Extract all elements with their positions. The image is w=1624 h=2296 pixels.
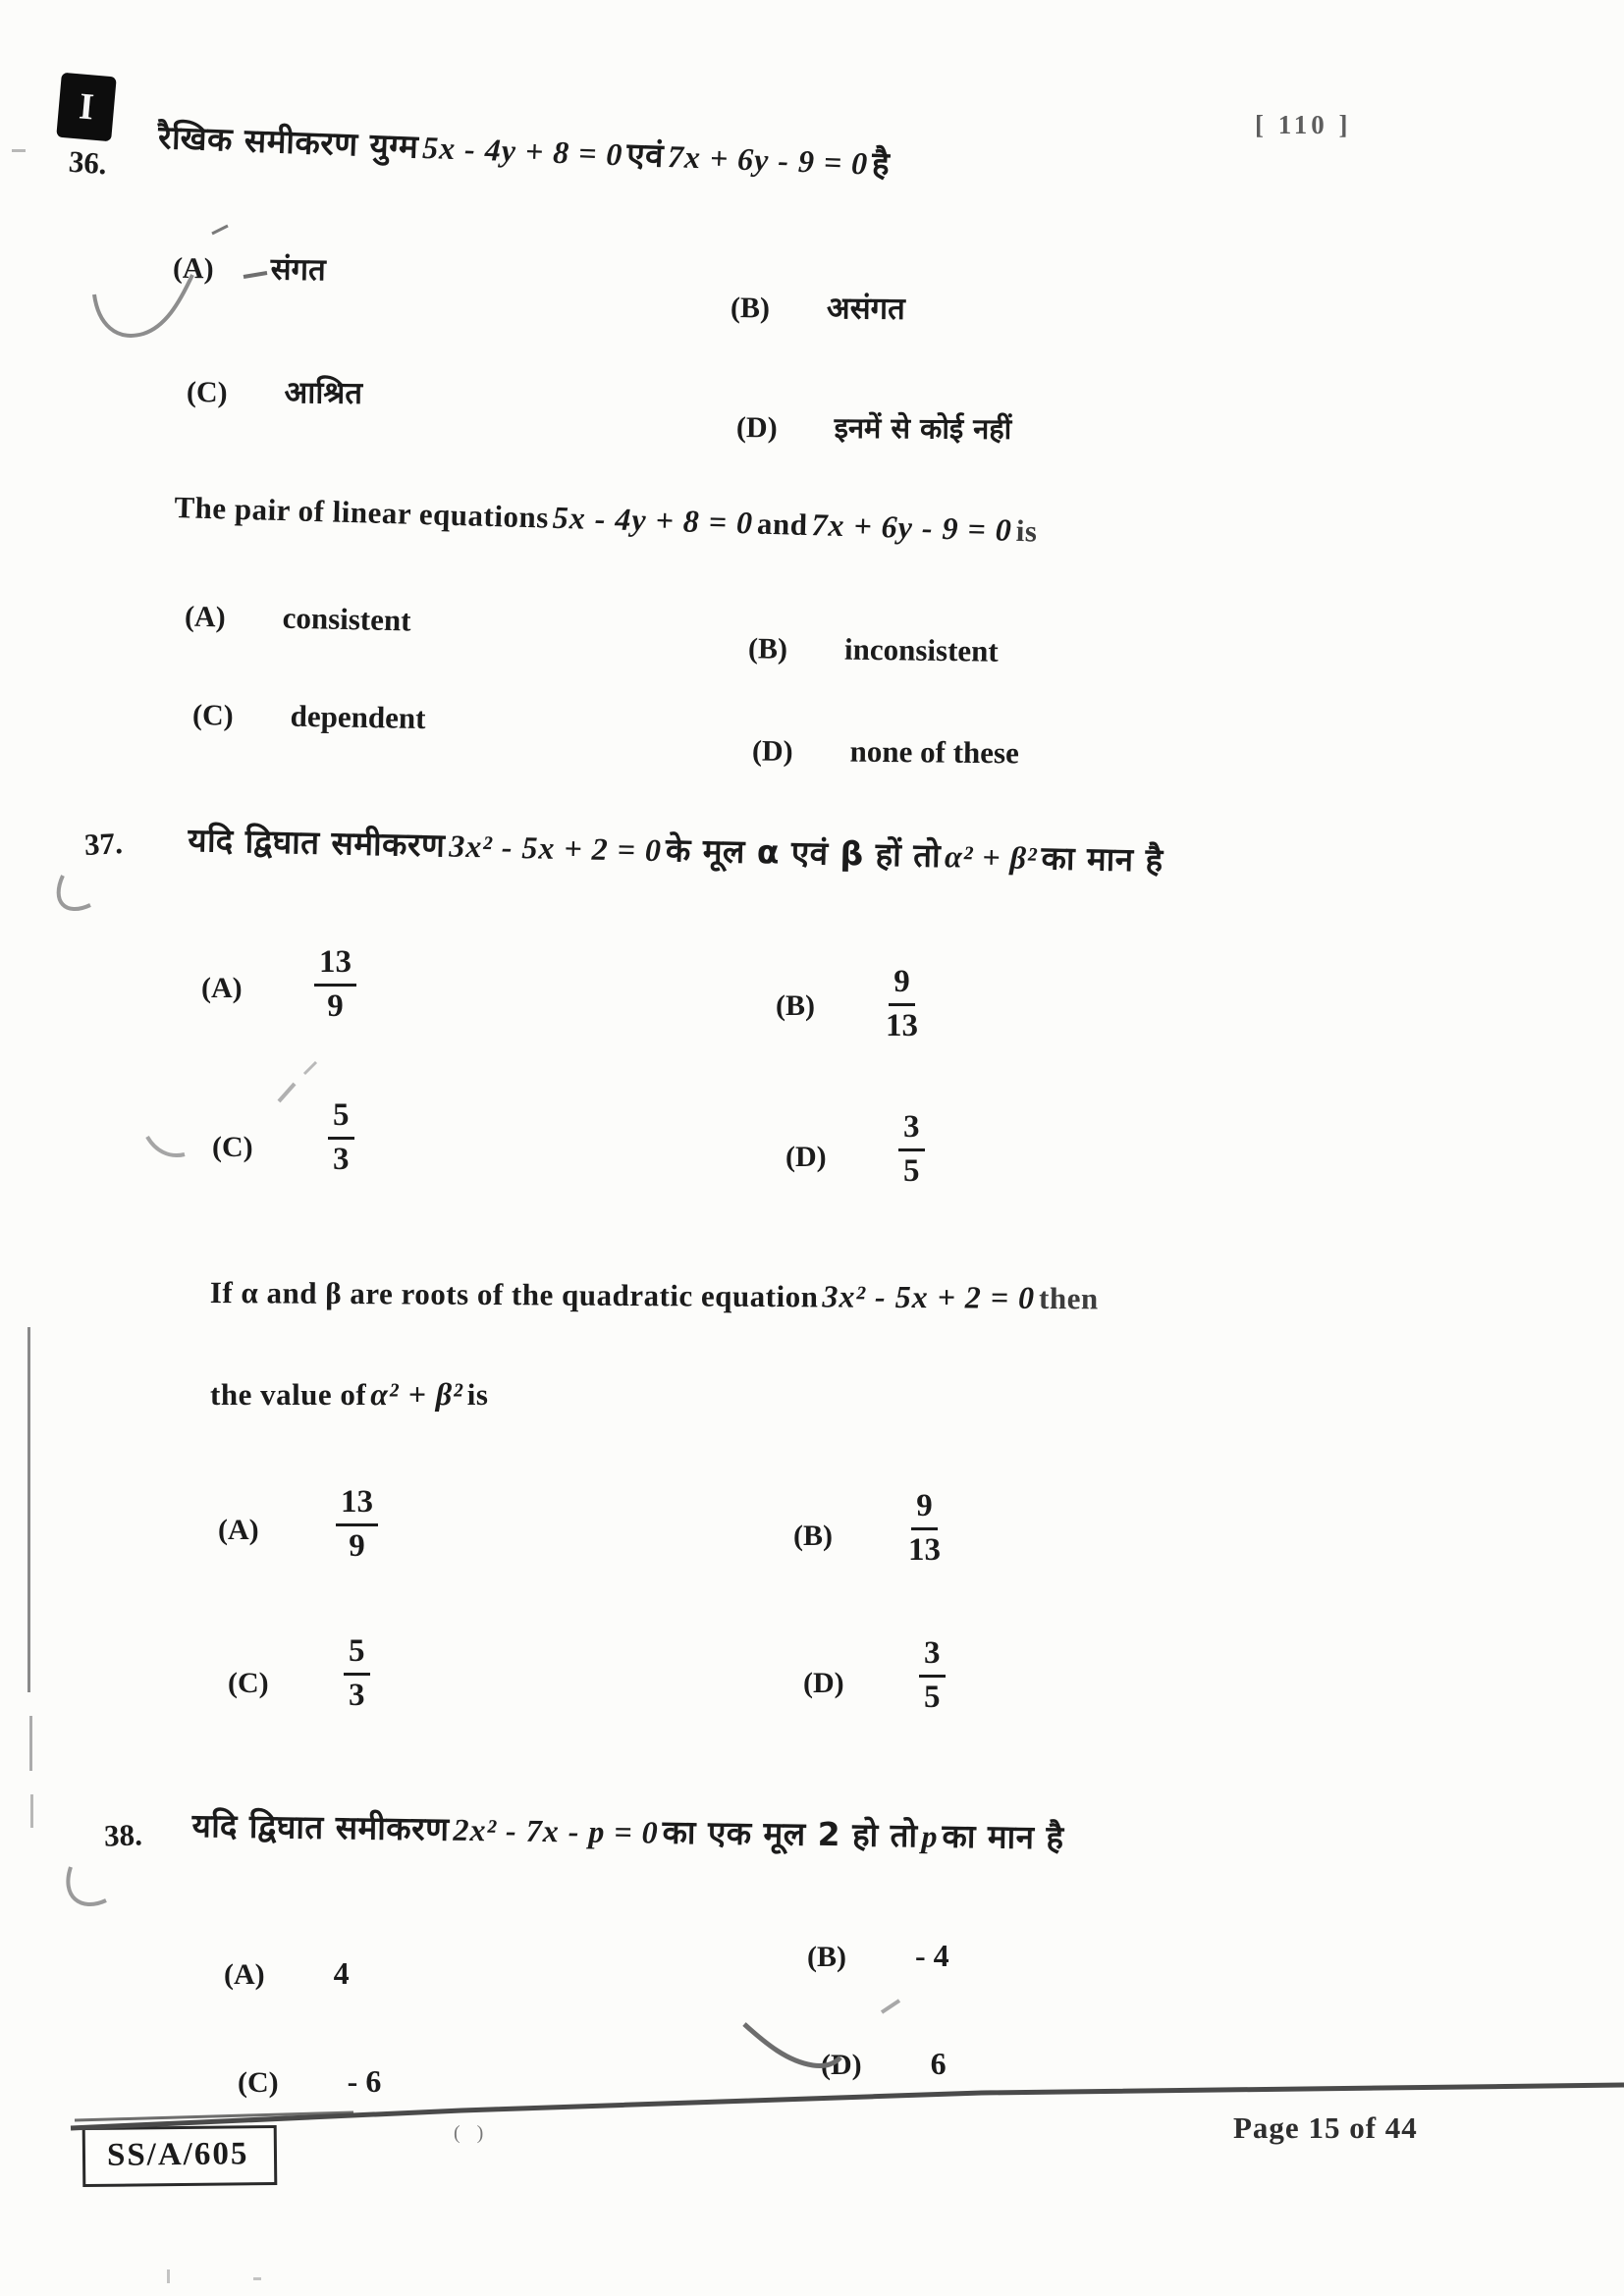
q37-hindi-post: का मान है xyxy=(1041,838,1164,880)
left-margin-rule xyxy=(27,1327,30,1692)
margin-tick xyxy=(12,149,26,152)
pen-mark-q37-c2 xyxy=(304,1062,316,1074)
option-text: none of these xyxy=(849,733,1020,771)
q37h-option-d-label: (D) xyxy=(785,1141,827,1173)
fraction-numerator: 9 xyxy=(889,964,915,1006)
option-text: असंगत xyxy=(826,291,905,327)
margin-tick xyxy=(167,2269,170,2283)
q37h-option-d-fraction xyxy=(898,1109,925,1191)
pen-mark-q37-c1 xyxy=(279,1084,295,1101)
option-text: इनमें से कोई नहीं xyxy=(834,410,1012,446)
q36-hindi-post: है xyxy=(871,143,891,184)
pen-mark-stray xyxy=(212,226,228,234)
page-number-label: Page 15 of 44 xyxy=(1233,2110,1418,2145)
footer-divider-line2 xyxy=(75,2112,353,2120)
q37-hindi-eq1: 3x² - 5x + 2 = 0 xyxy=(448,828,663,869)
option-label: (C) xyxy=(238,2066,279,2099)
fraction-denominator: 13 xyxy=(886,1007,918,1043)
q38-option-a xyxy=(224,1955,350,1992)
q37e-option-a-fraction xyxy=(336,1484,378,1566)
fraction-denominator: 3 xyxy=(349,1677,365,1713)
fraction-numerator: 3 xyxy=(919,1635,946,1678)
margin-tick xyxy=(253,2277,261,2280)
q36-english-mid: and xyxy=(756,506,809,543)
q37-english-line1 xyxy=(210,1274,1099,1316)
option-text: consistent xyxy=(282,600,411,638)
pen-mark-q37-number xyxy=(59,876,90,909)
fraction-numerator: 5 xyxy=(344,1633,370,1676)
q36-english-eq1: 5x - 4y + 8 = 0 xyxy=(552,499,754,541)
option-label: (B) xyxy=(730,292,771,325)
option-label: (D) xyxy=(735,411,778,445)
q36-hindi-eq2: 7x + 6y - 9 = 0 xyxy=(667,138,869,182)
fraction-numerator: 3 xyxy=(898,1109,925,1151)
section-tag-box xyxy=(56,73,117,142)
fraction-numerator: 9 xyxy=(911,1488,938,1530)
q37-english2-pre: the value of xyxy=(210,1377,367,1412)
q37-english2-eq: α² + β² xyxy=(370,1376,463,1412)
q38-option-c xyxy=(238,2063,381,2100)
q37-hindi-pre: यदि द्विघात समीकरण xyxy=(188,820,446,865)
q36-english-post: is xyxy=(1015,512,1038,549)
option-value: - 4 xyxy=(915,1938,949,1973)
option-label: (B) xyxy=(807,1941,846,1973)
q36-hindi-option-a xyxy=(173,246,326,291)
option-text: आश्रित xyxy=(284,375,363,411)
q38-hindi-post: का मान है xyxy=(942,1816,1064,1857)
q38-hindi-mid: का एक मूल 2 हो तो xyxy=(662,1812,918,1855)
q37-english-eq1: 3x² - 5x + 2 = 0 xyxy=(822,1278,1036,1315)
q37-number: 37. xyxy=(83,826,124,862)
q37h-option-a-label: (A) xyxy=(201,972,243,1004)
q36-hindi-eq1: 5x - 4y + 8 = 0 xyxy=(421,129,624,173)
q36-english-text xyxy=(174,489,1038,550)
q37h-option-b-label: (B) xyxy=(776,989,815,1022)
option-value: 6 xyxy=(930,2046,947,2081)
q36-english-option-b xyxy=(748,630,999,669)
fraction-denominator: 13 xyxy=(908,1531,941,1568)
fraction-numerator: 5 xyxy=(328,1097,354,1140)
option-value: 4 xyxy=(333,1955,350,1991)
option-text: dependent xyxy=(290,698,426,736)
q37e-option-c-label: (C) xyxy=(228,1667,269,1699)
fraction-denominator: 9 xyxy=(349,1527,365,1564)
q38-hindi-text xyxy=(191,1802,1063,1858)
q36-english-eq2: 7x + 6y - 9 = 0 xyxy=(811,507,1013,548)
q36-english-option-d xyxy=(752,733,1019,772)
q37-hindi-eq2: α² + β² xyxy=(944,838,1038,877)
q37h-option-a-fraction xyxy=(314,944,356,1026)
fraction-numerator: 13 xyxy=(336,1484,378,1526)
option-label: (D) xyxy=(751,734,793,769)
q37-english-post: then xyxy=(1038,1280,1099,1316)
section-tag-letter: I xyxy=(77,85,96,129)
q37e-option-c-fraction xyxy=(344,1633,370,1715)
fraction-denominator: 3 xyxy=(333,1141,350,1177)
booklet-code: SS/A/605 xyxy=(106,2136,249,2173)
q36-english-option-a xyxy=(185,599,411,639)
q36-hindi-pre: रैखिक समीकरण युग्म xyxy=(157,117,419,166)
option-text: संगत xyxy=(270,251,327,289)
q38-hindi-eq1: 2x² - 7x - p = 0 xyxy=(453,1811,659,1850)
option-label: (A) xyxy=(184,600,227,634)
q36-hindi-text xyxy=(157,114,891,185)
q36-english-option-c xyxy=(192,697,426,736)
q38-option-d xyxy=(821,2046,947,2082)
q36-hindi-mid: एवं xyxy=(625,134,665,175)
q38-option-b xyxy=(807,1938,949,1974)
q37e-option-d-fraction xyxy=(919,1635,946,1717)
fraction-denominator: 5 xyxy=(903,1152,920,1189)
fraction-denominator: 9 xyxy=(327,988,344,1024)
fraction-numerator: 13 xyxy=(314,944,356,987)
q37-english-pre: If α and β are roots of the quadratic equation xyxy=(209,1275,819,1314)
q36-hindi-option-c xyxy=(187,370,362,413)
page-reference: [ 110 ] xyxy=(1255,110,1352,139)
option-label: (C) xyxy=(186,376,228,409)
q37e-option-a-label: (A) xyxy=(218,1514,259,1546)
option-label: (D) xyxy=(821,2049,862,2081)
q38-hindi-pre: यदि द्विघात समीकरण xyxy=(191,1805,450,1848)
left-margin-rule-dash xyxy=(29,1716,32,1771)
q37e-option-b-fraction xyxy=(908,1488,941,1570)
q37h-option-c-label: (C) xyxy=(212,1131,253,1163)
q37-hindi-mid: के मूल α एवं β हों तो xyxy=(665,830,942,876)
q36-english-pre: The pair of linear equations xyxy=(173,489,550,535)
q36-hindi-option-b xyxy=(731,286,905,329)
pen-mark-q37-c3 xyxy=(147,1137,185,1155)
q36-number: 36. xyxy=(67,143,108,182)
booklet-code-box xyxy=(82,2125,278,2187)
option-label: (A) xyxy=(172,251,214,286)
q38-hindi-eq2: p xyxy=(921,1818,939,1854)
fraction-denominator: 5 xyxy=(924,1679,941,1715)
q37e-option-b-label: (B) xyxy=(793,1520,833,1552)
q37-hindi-text xyxy=(188,817,1164,881)
option-label: (A) xyxy=(224,1958,265,1991)
pen-mark-q38-number xyxy=(68,1867,106,1904)
q38-number: 38. xyxy=(103,1817,143,1853)
option-value: - 6 xyxy=(347,2063,382,2099)
option-label: (C) xyxy=(191,698,234,732)
q37e-option-d-label: (D) xyxy=(803,1667,844,1699)
option-label: (B) xyxy=(747,632,788,666)
q37-english-line2 xyxy=(210,1376,488,1413)
pen-mark-q38-d-tick xyxy=(882,2001,899,2012)
scan-speck: ( ) xyxy=(454,2122,490,2144)
left-margin-rule-dash xyxy=(30,1794,33,1828)
q37h-option-b-fraction xyxy=(886,964,918,1045)
q36-hindi-option-d xyxy=(736,407,1012,448)
q37h-option-c-fraction xyxy=(328,1097,354,1179)
option-text: inconsistent xyxy=(843,631,999,668)
q37-english2-post: is xyxy=(466,1377,489,1412)
